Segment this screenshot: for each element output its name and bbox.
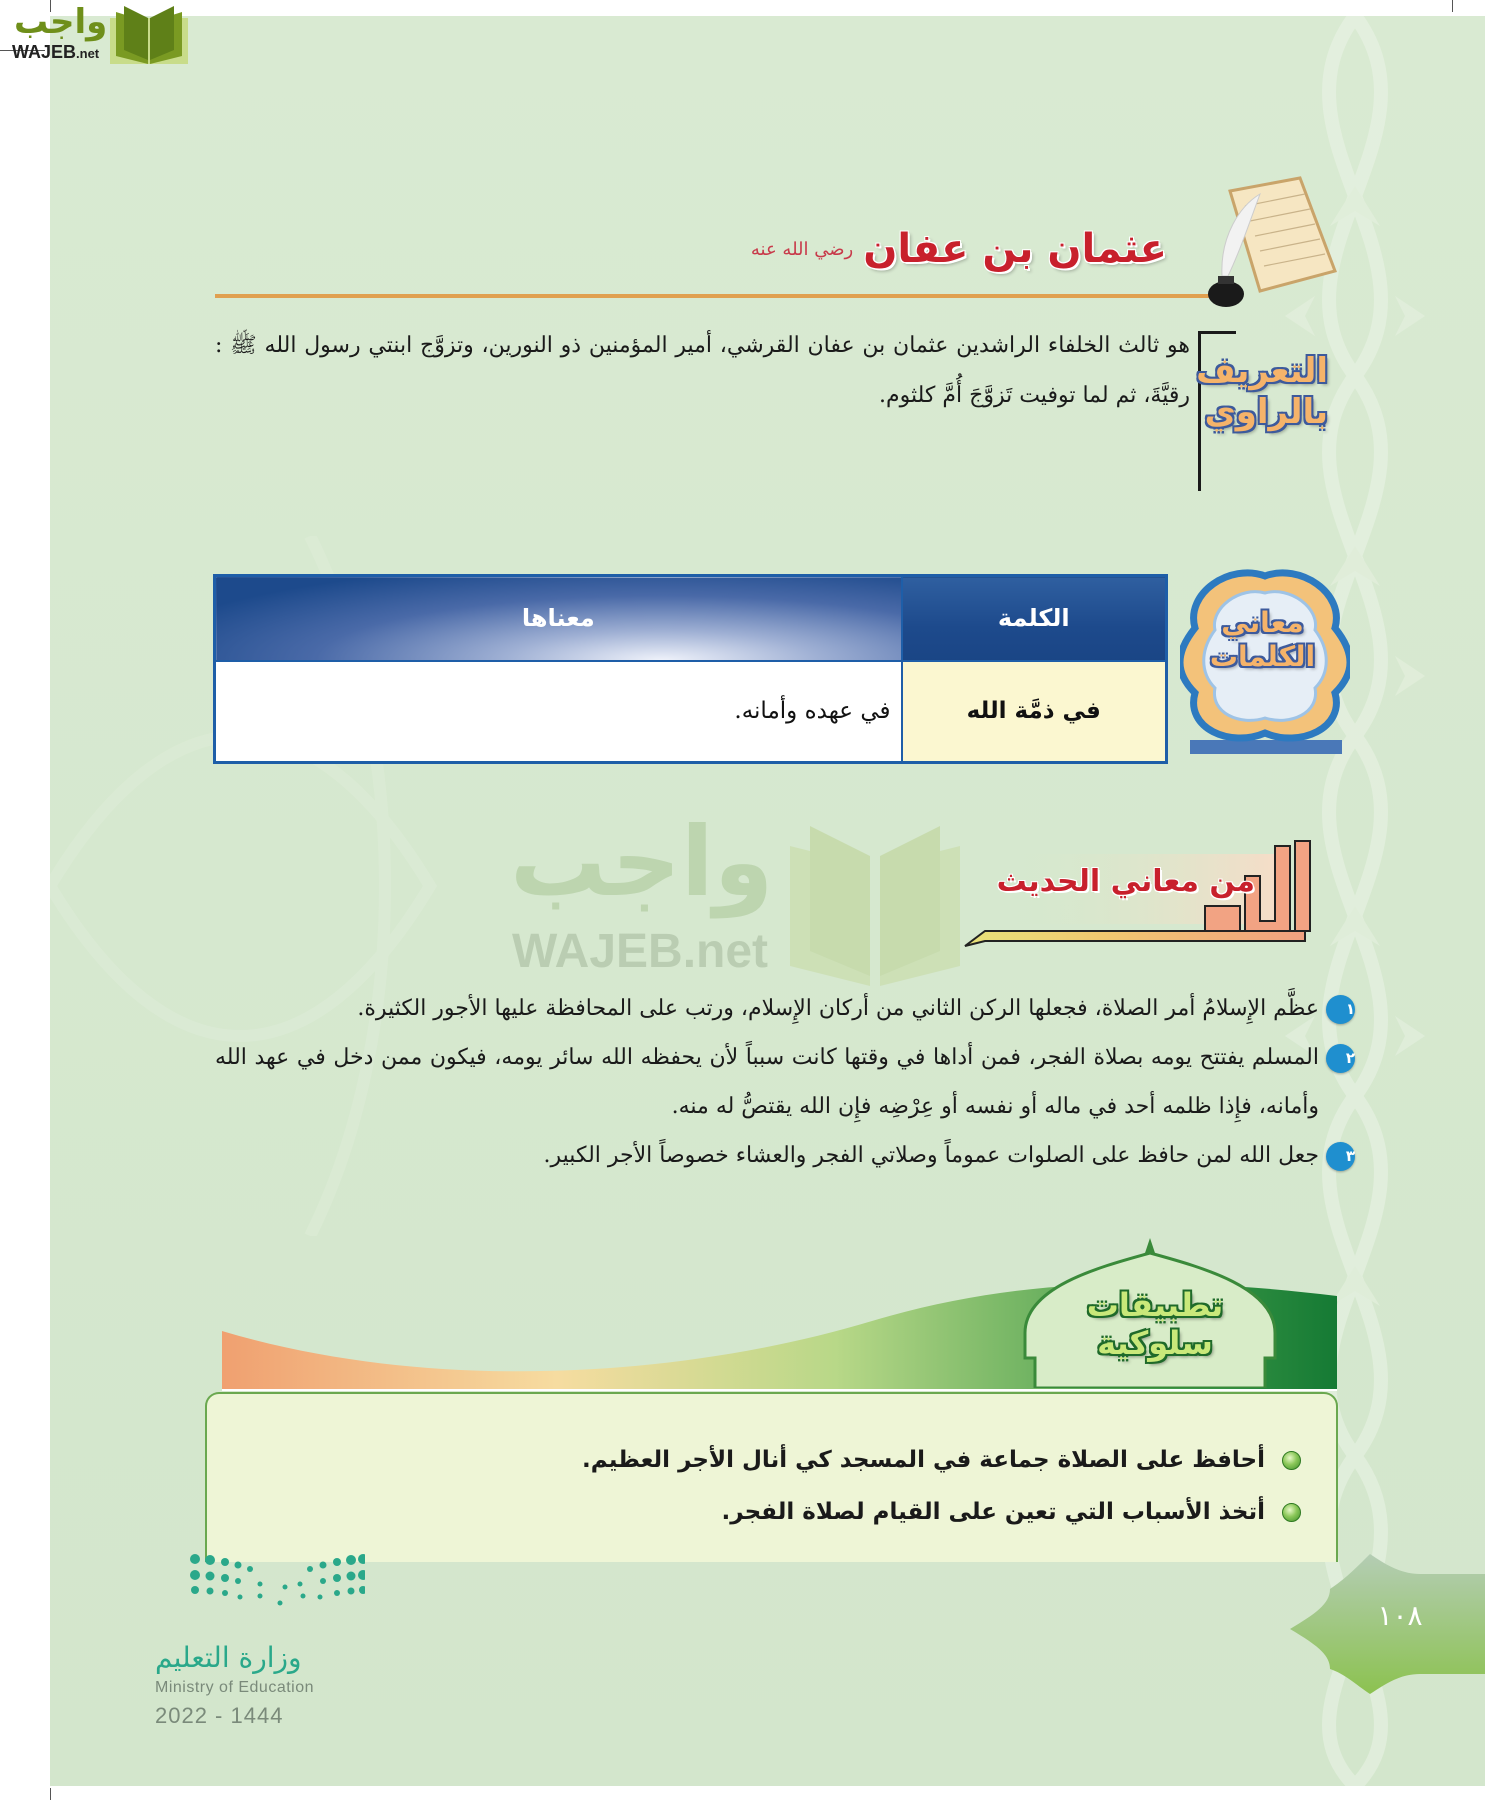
scroll-quill-icon — [1200, 176, 1340, 336]
behavioral-apps-list — [582, 1434, 1301, 1538]
narrator-bio: هو ثالث الخلفاء الراشدين عثمان بن عفان القرشي، أمير المؤمنين ذو النورين، وتزوَّج ابنتي رسول الله ﷺ : رقيَّةَ، ثم لما توفيت تَزوَّجَ أُمَّ كلثوم. — [215, 333, 1190, 408]
number-badge: ٣ — [1326, 1142, 1355, 1171]
crop-mark — [1452, 0, 1453, 12]
label-line: معاني — [1221, 606, 1304, 639]
textbook-page — [50, 16, 1485, 1786]
page-number: ١٠٨ — [1377, 1599, 1423, 1632]
hadith-point — [215, 984, 1355, 1033]
section-label-vocabulary — [1195, 606, 1330, 673]
narrator-sidebar-tick — [1198, 331, 1236, 334]
vocab-meaning-cell: في عهده وأمانه. — [215, 661, 902, 763]
column-header-meaning: معناها — [215, 576, 902, 661]
title-divider — [215, 294, 1220, 298]
label-line: التعريف — [1196, 351, 1328, 391]
edition-year: 2022 - 1444 — [155, 1703, 284, 1728]
logo-brand: WAJEB — [12, 42, 77, 62]
honorific-mark: رضي الله عنه — [750, 238, 854, 260]
ministry-name-ar: وزارة التعليم — [155, 1641, 302, 1674]
vocabulary-table — [213, 574, 1168, 764]
number-badge: ١ — [1326, 995, 1355, 1024]
list-item — [582, 1486, 1301, 1538]
behavioral-apps-title: تطبيقات سلوكية — [1086, 1286, 1224, 1362]
narrator-title — [751, 226, 1167, 272]
ministry-dots-icon — [185, 1551, 365, 1611]
hadith-meanings-title: من معاني الحديث — [996, 864, 1255, 899]
point-text: المسلم يفتتح يومه بصلاة الفجر، فمن أداها في وقتها كانت سبباً لأن يحفظه الله سائر يومه، فيكون ممن دخل في عهد الله وأمانه، فإِذا ظلمه أحد في ماله أو نفسه أو عِرْضِه فإِن الله يقتصُّ له منه. — [215, 1045, 1320, 1119]
narrator-name: عثمان بن عفان — [863, 226, 1167, 272]
green-bullet-icon — [1282, 1451, 1301, 1470]
crop-mark — [50, 1788, 51, 1800]
ministry-name-en: Ministry of Education — [155, 1679, 315, 1696]
point-text: جعل الله لمن حافظ على الصلوات عموماً وصلاتي الفجر والعشاء خصوصاً الأجر الكبير. — [543, 1143, 1319, 1168]
logo-text-ar: واجب — [14, 2, 108, 42]
wajeb-logo — [0, 0, 190, 70]
hadith-point — [215, 1033, 1355, 1131]
page-margin — [1485, 0, 1500, 1800]
logo-text-en — [12, 42, 99, 63]
point-text: عظَّم الإِسلامُ أمر الصلاة، فجعلها الركن الثاني من أركان الإِسلام، ورتب على المحافظة عليها الأجور الكثيرة. — [357, 996, 1319, 1021]
section-label-narrator — [1196, 351, 1328, 433]
watermark — [500, 806, 1000, 986]
list-item — [582, 1434, 1301, 1486]
label-line: بالراوي — [1204, 391, 1328, 432]
logo-tld: .net — [76, 46, 100, 61]
table-header-row — [215, 576, 1167, 661]
item-text: أحافظ على الصلاة جماعة في المسجد كي أنال الأجر العظيم. — [582, 1447, 1265, 1473]
label-line: الكلمات — [1209, 639, 1316, 673]
ministry-logo — [100, 1551, 380, 1728]
table-row — [215, 661, 1167, 763]
hadith-points-list — [215, 984, 1355, 1180]
green-bullet-icon — [1282, 1503, 1301, 1522]
open-book-icon — [770, 826, 980, 986]
watermark-text-en: WAJEB.net — [512, 925, 769, 978]
behavioral-apps-box — [205, 1392, 1338, 1562]
vocab-word-cell: في ذمَّة الله — [902, 661, 1167, 763]
watermark-text-ar: واجب — [510, 806, 774, 918]
column-header-word: الكلمة — [902, 576, 1167, 661]
hadith-point — [215, 1131, 1355, 1180]
open-book-icon — [110, 6, 188, 64]
item-text: أتخذ الأسباب التي تعين على القيام لصلاة الفجر. — [721, 1499, 1265, 1525]
number-badge: ٢ — [1326, 1044, 1355, 1073]
